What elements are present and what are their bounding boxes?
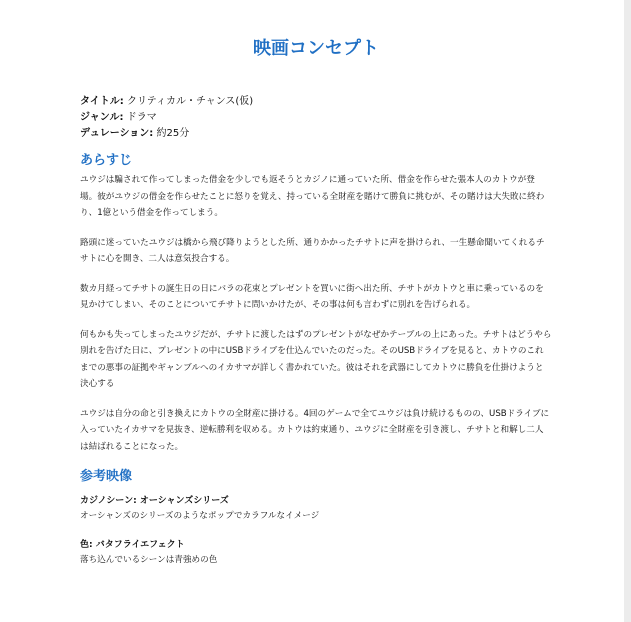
synopsis-paragraph: ユウジは騙されて作ってしまった借金を少しでも返そうとカジノに通っていた所、借金を作らせた張本人のカトウが登場。彼がユウジの借金を作らせたことに怒りを覚え、持っている全財産を賭けて勝負に挑むが、その賭けは大失敗に終わり、1億という借金を作ってしまう。: [80, 175, 545, 218]
page-title: 映画コンセプト: [253, 38, 379, 59]
synopsis-paragraph: 何もかも失ってしまったユウジだが、チサトに渡したはずのプレゼントがなぜかテーブルの上にあった。チサトはどうやら別れを告げた日に、プレゼントの中にUSBドライブを仕込んでいたのだった。そのUSBドライブを見ると、カトウのこれまでの悪事の証拠やギャンブルへのイカサマが詳しく書かれていた。彼はそれを武器にしてカトウに勝負を仕掛けようと決心する: [80, 329, 552, 389]
meta-title-key: タイトル:: [80, 96, 124, 107]
meta-genre-line: [80, 110, 552, 126]
meta-title-line: [80, 94, 552, 110]
references-heading: 参考映像: [80, 469, 133, 484]
reference-label: カジノシーン: オーシャンズシリーズ: [80, 496, 229, 506]
meta-duration-line: [80, 126, 552, 142]
meta-genre-value: ドラマ: [123, 112, 157, 123]
synopsis-paragraph: ユウジは自分の命と引き換えにカトウの全財産に掛ける。4回のゲームで全てユウジは負け続けるものの、USBドライブに入っていたイカサマを見抜き、逆転勝利を収める。カトウは約束通り、ユウジに全財産を引き渡し、チサトと和解し二人は結ばれることになった。: [80, 408, 550, 452]
reference-item: [80, 538, 552, 568]
meta-title-value: クリティカル・チャンス(仮): [123, 96, 254, 107]
metadata-block: [80, 94, 552, 142]
reference-description: オーシャンズのシリーズのようなポップでカラフルなイメージ: [80, 511, 320, 521]
reference-description: 落ち込んでいるシーンは青強めの色: [80, 555, 218, 565]
synopsis-paragraph: 路頭に迷っていたユウジは橋から飛び降りようとした所、通りかかったチサトに声を掛けられ、一生懸命聞いてくれるチサトに心を開き、二人は意気投合する。: [80, 237, 545, 264]
synopsis-paragraph: 数カ月経ってチサトの誕生日の日にバラの花束とプレゼントを買いに街へ出た所、チサトがカトウと車に乗っているのを見かけてしまい、そのことについてチサトに問いかけたが、その事は何も言わずに別れを告げられる。: [80, 283, 544, 310]
meta-duration-key: デュレーション:: [80, 128, 154, 139]
meta-duration-value: 約25分: [153, 128, 190, 139]
synopsis-heading: あらすじ: [80, 153, 133, 168]
reference-label: 色: バタフライエフェクト: [80, 540, 185, 550]
meta-genre-key: ジャンル:: [80, 112, 124, 123]
reference-item: [80, 494, 552, 524]
